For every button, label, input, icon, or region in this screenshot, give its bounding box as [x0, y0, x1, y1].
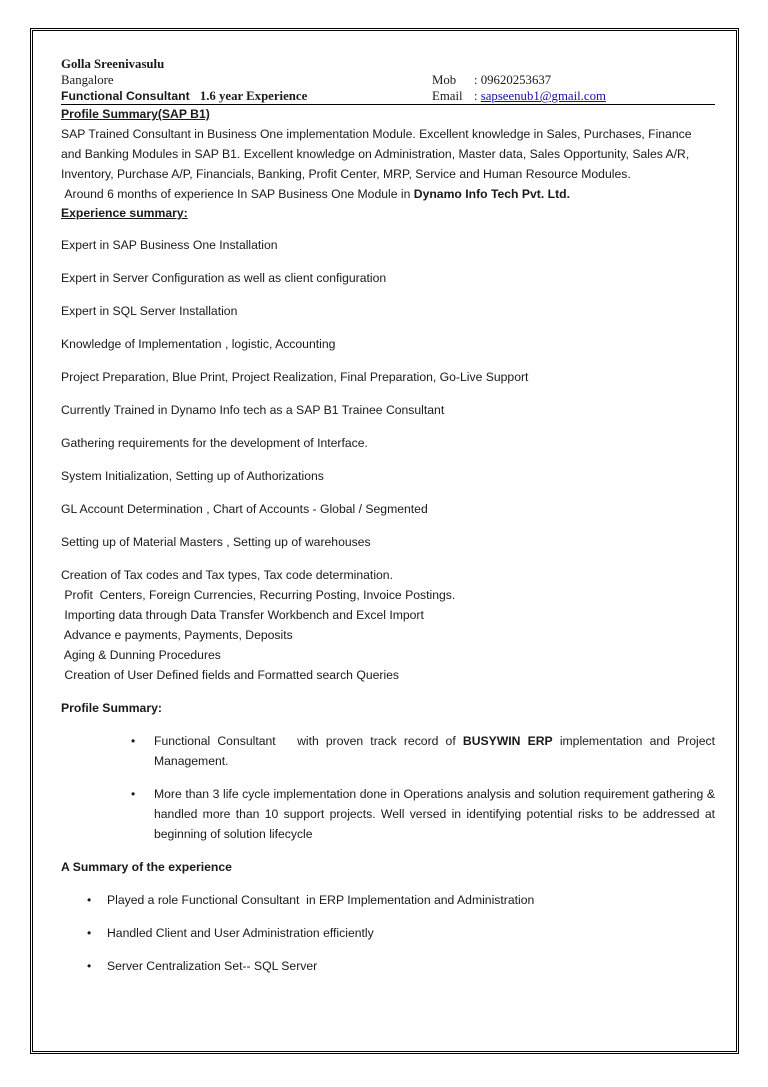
role-line [61, 88, 307, 104]
exp-item: Project Preparation, Blue Print, Project Realization, Final Preparation, Go-Live Support [61, 370, 529, 384]
header-row-city [61, 72, 715, 88]
profile-bullet-1-post: implementation and Project Management. [154, 734, 716, 768]
profile-bullet [61, 731, 715, 771]
profile-bullet [61, 784, 715, 844]
summary-bullet-text: Handled Client and User Administration efficiently [107, 926, 374, 940]
exp-tight-item: Creation of Tax codes and Tax types, Tax code determination. [61, 568, 393, 582]
exp-item: Gathering requirements for the development of Interface. [61, 436, 368, 450]
bullet-glyph: • [131, 787, 136, 801]
bullet-glyph: • [87, 959, 92, 973]
exp-item: Setting up of Material Masters , Setting up of warehouses [61, 535, 371, 549]
role-title: Functional Consultant [61, 89, 190, 103]
candidate-name: Golla Sreenivasulu [61, 57, 165, 71]
profile-summary-heading: Profile Summary: [61, 701, 162, 715]
exp-tight-item: Creation of User Defined fields and Formatted search Queries [61, 668, 400, 682]
exp-item: Expert in SAP Business One Installation [61, 238, 278, 252]
exp-item: Currently Trained in Dynamo Info tech as a SAP B1 Trainee Consultant [61, 403, 445, 417]
around-line [61, 184, 715, 204]
exp-tight-item: Importing data through Data Transfer Workbench and Excel Import [61, 608, 424, 622]
header-row-role [61, 88, 715, 104]
summary-bullet [61, 890, 715, 910]
mob-label: Mob [432, 73, 457, 87]
profile-bullet-1-bold: BUSYWIN ERP [462, 734, 553, 748]
bullet-glyph: • [131, 734, 136, 748]
email-label: Email [432, 89, 463, 103]
summary-bullet [61, 923, 715, 943]
summary-experience-heading: A Summary of the experience [61, 860, 232, 874]
city: Bangalore [61, 73, 114, 87]
exp-item: Expert in SQL Server Installation [61, 304, 238, 318]
summary-bullet-text: Server Centralization Set-- SQL Server [107, 959, 318, 973]
email-prefix: : [474, 89, 478, 103]
exp-tight-item: Profit Centers, Foreign Currencies, Recurring Posting, Invoice Postings. [61, 588, 456, 602]
email-contact [432, 88, 606, 104]
exp-item: Knowledge of Implementation , logistic, Accounting [61, 337, 336, 351]
exp-item: System Initialization, Setting up of Authorizations [61, 469, 324, 483]
bullet-glyph: • [87, 926, 92, 940]
resume-page [61, 56, 715, 976]
email-link[interactable]: sapseenub1@gmail.com [480, 89, 606, 103]
summary-bullet [61, 956, 715, 976]
exp-tight-item: Advance e payments, Payments, Deposits [61, 628, 293, 642]
exp-tight-item: Aging & Dunning Procedures [61, 648, 221, 662]
experience-years: 1.6 year Experience [199, 89, 308, 103]
summary-bullet-text: Played a role Functional Consultant in ERP Implementation and Administration [107, 893, 535, 907]
around-prefix: Around 6 months of experience In SAP Business One Module in [64, 187, 411, 201]
profile-sap-heading: Profile Summary(SAP B1) [61, 107, 210, 121]
profile-bullet-1-pre: Functional Consultant with proven track record of [154, 734, 456, 748]
around-company: Dynamo Info Tech Pvt. Ltd. [413, 187, 570, 201]
profile-bullet-2-text: More than 3 life cycle implementation done in Operations analysis and solution requirement gathering & handled more than 10 support projects. Well versed in identifying potential risks to be addressed at beginning of solution lifecycle [154, 787, 715, 841]
mob-value: : 09620253637 [474, 73, 552, 87]
experience-summary-heading: Experience summary: [61, 206, 188, 220]
profile-sap-text: SAP Trained Consultant in Business One implementation Module. Excellent knowledge in Sales, Purchases, Finance and Banking Modules in SAP B1. Excellent knowledge on Administration, Master data, Sales Opportunity, Sales A/R, Inventory, Purchase A/P, Financials, Banking, Profit Center, MRP, Service and Human Resource Modules. [61, 127, 692, 181]
mobile-contact [432, 72, 551, 88]
bullet-glyph: • [87, 893, 92, 907]
exp-item: Expert in Server Configuration as well as client configuration [61, 271, 387, 285]
exp-item: GL Account Determination , Chart of Accounts - Global / Segmented [61, 502, 428, 516]
